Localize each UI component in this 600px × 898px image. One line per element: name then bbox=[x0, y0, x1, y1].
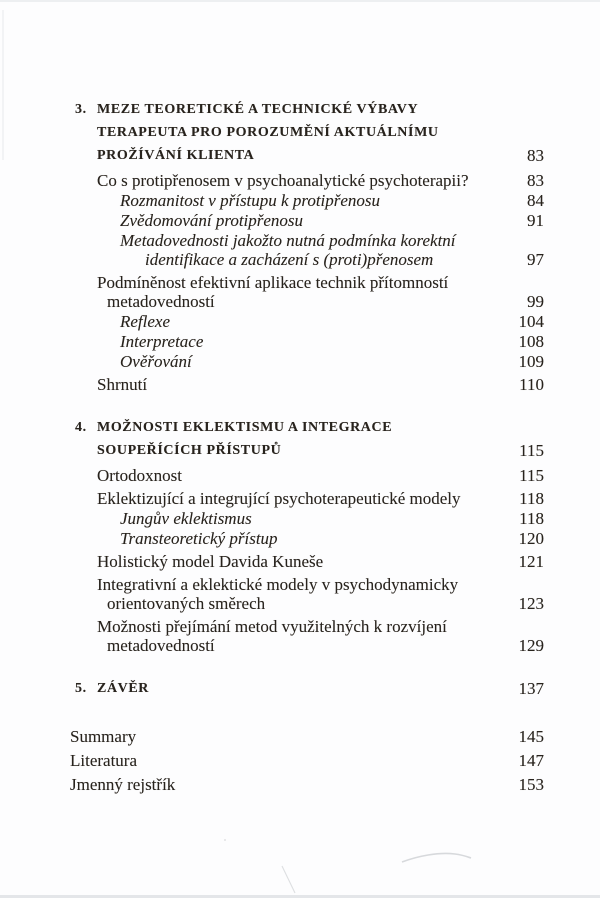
toc-entry bbox=[70, 677, 544, 700]
entry-title-line: TERAPEUTA PRO POROZUMĚNÍ AKTUÁLNÍMU bbox=[97, 125, 439, 140]
entry-title-line: Ortodoxnost bbox=[97, 466, 182, 485]
entry-title-line: identifikace a zacházení s (proti)přenosem bbox=[145, 250, 434, 269]
scan-artifact-hairline bbox=[282, 866, 295, 893]
entry-page-number: 118 bbox=[519, 489, 544, 508]
entry-title bbox=[70, 211, 519, 230]
entry-title-line: Eklektizující a integrující psychoterapeutické modely bbox=[97, 489, 461, 508]
toc-entry bbox=[70, 617, 544, 655]
entry-page-number: 145 bbox=[518, 727, 544, 746]
entry-title bbox=[70, 98, 519, 167]
toc-entry bbox=[70, 727, 544, 746]
entry-title bbox=[70, 575, 511, 613]
entry-title bbox=[70, 489, 511, 508]
entry-title bbox=[70, 231, 519, 269]
scan-edge-top bbox=[0, 0, 600, 2]
entry-title-line: Literatura bbox=[70, 751, 138, 770]
toc-entry bbox=[70, 312, 544, 331]
toc-entry bbox=[70, 751, 544, 770]
entry-page-number: 104 bbox=[518, 312, 544, 331]
entry-title bbox=[70, 727, 511, 746]
entry-page-number: 109 bbox=[518, 352, 544, 371]
chapter-number: 3. bbox=[75, 102, 87, 117]
entry-title-line: MEZE TEORETICKÉ A TECHNICKÉ VÝBAVY bbox=[97, 102, 419, 117]
entry-page-number: 83 bbox=[527, 171, 544, 190]
entry-title bbox=[70, 751, 511, 770]
toc-entry bbox=[70, 191, 544, 210]
toc-entry bbox=[70, 171, 544, 190]
entry-page-number: 99 bbox=[527, 292, 544, 311]
toc-entry bbox=[70, 775, 544, 794]
entry-page-number: 137 bbox=[518, 679, 544, 698]
entry-title-line: Možnosti přejímání metod využitelných k rozvíjení bbox=[97, 617, 447, 636]
entry-title bbox=[70, 509, 511, 528]
toc-entry bbox=[70, 231, 544, 269]
toc-entry bbox=[70, 375, 544, 394]
toc-entry bbox=[70, 489, 544, 508]
entry-page-number: 97 bbox=[527, 250, 544, 269]
entry-title-line: Jmenný rejstřík bbox=[70, 775, 176, 794]
toc-entry bbox=[70, 466, 544, 485]
entry-page-number: 83 bbox=[527, 146, 544, 165]
entry-title bbox=[70, 775, 511, 794]
entry-title-line: Co s protipřenosem v psychoanalytické psychoterapii? bbox=[97, 171, 469, 190]
entry-title-line: Podmíněnost efektivní aplikace technik přítomností bbox=[97, 273, 449, 292]
entry-title-line: Ověřování bbox=[120, 352, 192, 371]
chapter-number: 4. bbox=[75, 420, 87, 435]
entry-title-line: Integrativní a eklektické modely v psychodynamicky bbox=[97, 575, 459, 594]
entry-title bbox=[70, 273, 519, 311]
entry-title-line: Holistický model Davida Kuneše bbox=[97, 552, 324, 571]
entry-page-number: 153 bbox=[518, 775, 544, 794]
entry-title bbox=[70, 352, 511, 371]
entry-title bbox=[70, 677, 511, 700]
entry-page-number: 115 bbox=[519, 441, 544, 460]
toc-entry bbox=[70, 529, 544, 548]
entry-title-line: Jungův eklektismus bbox=[120, 509, 252, 528]
toc-entry bbox=[70, 211, 544, 230]
toc-entry bbox=[70, 552, 544, 571]
entry-page-number: 118 bbox=[519, 509, 544, 528]
entry-title-line: metadovedností bbox=[107, 292, 215, 311]
entry-title-line: Summary bbox=[70, 727, 137, 746]
entry-title-line: orientovaných směrech bbox=[107, 594, 266, 613]
entry-title bbox=[70, 171, 519, 190]
entry-page-number: 108 bbox=[518, 332, 544, 351]
entry-title bbox=[70, 332, 511, 351]
toc-entry bbox=[70, 575, 544, 613]
scan-edge-left bbox=[2, 10, 4, 160]
scan-artifact-speck bbox=[224, 839, 226, 841]
toc-entry bbox=[70, 332, 544, 351]
entry-title bbox=[70, 191, 519, 210]
entry-title-line: ZÁVĚR bbox=[97, 681, 150, 696]
entry-page-number: 91 bbox=[527, 211, 544, 230]
entry-title bbox=[70, 416, 511, 462]
entry-page-number: 147 bbox=[518, 751, 544, 770]
entry-title-line: PROŽÍVÁNÍ KLIENTA bbox=[97, 148, 255, 163]
toc-entry bbox=[70, 352, 544, 371]
entry-page-number: 115 bbox=[519, 466, 544, 485]
table-of-contents bbox=[70, 98, 544, 794]
entry-title-line: Transteoretický přístup bbox=[120, 529, 278, 548]
entry-title-line: Interpretace bbox=[120, 332, 204, 351]
entry-title-line: Shrnutí bbox=[97, 375, 148, 394]
toc-entry bbox=[70, 509, 544, 528]
entry-title bbox=[70, 529, 511, 548]
entry-title-line: metadovedností bbox=[107, 636, 215, 655]
entry-page-number: 121 bbox=[518, 552, 544, 571]
entry-title-line: Metadovednosti jakožto nutná podmínka korektní bbox=[120, 231, 456, 250]
entry-page-number: 110 bbox=[519, 375, 544, 394]
entry-page-number: 120 bbox=[518, 529, 544, 548]
entry-page-number: 84 bbox=[527, 191, 544, 210]
entry-title bbox=[70, 552, 511, 571]
toc-entry bbox=[70, 98, 544, 167]
entry-title bbox=[70, 375, 511, 394]
entry-page-number: 129 bbox=[518, 636, 544, 655]
entry-title-line: SOUPEŘÍCÍCH PŘÍSTUPŮ bbox=[97, 443, 282, 458]
entry-title bbox=[70, 617, 511, 655]
chapter-number: 5. bbox=[75, 681, 87, 696]
entry-title bbox=[70, 312, 511, 331]
entry-title-line: Zvědomování protipřenosu bbox=[120, 211, 304, 230]
entry-page-number: 123 bbox=[518, 594, 544, 613]
entry-title-line: Reflexe bbox=[120, 312, 171, 331]
toc-entry bbox=[70, 273, 544, 311]
scan-artifact-swoosh bbox=[402, 853, 471, 862]
entry-title bbox=[70, 466, 511, 485]
entry-title-line: MOŽNOSTI EKLEKTISMU A INTEGRACE bbox=[97, 420, 393, 435]
entry-title-line: Rozmanitost v přístupu k protipřenosu bbox=[120, 191, 381, 210]
toc-entry bbox=[70, 416, 544, 462]
